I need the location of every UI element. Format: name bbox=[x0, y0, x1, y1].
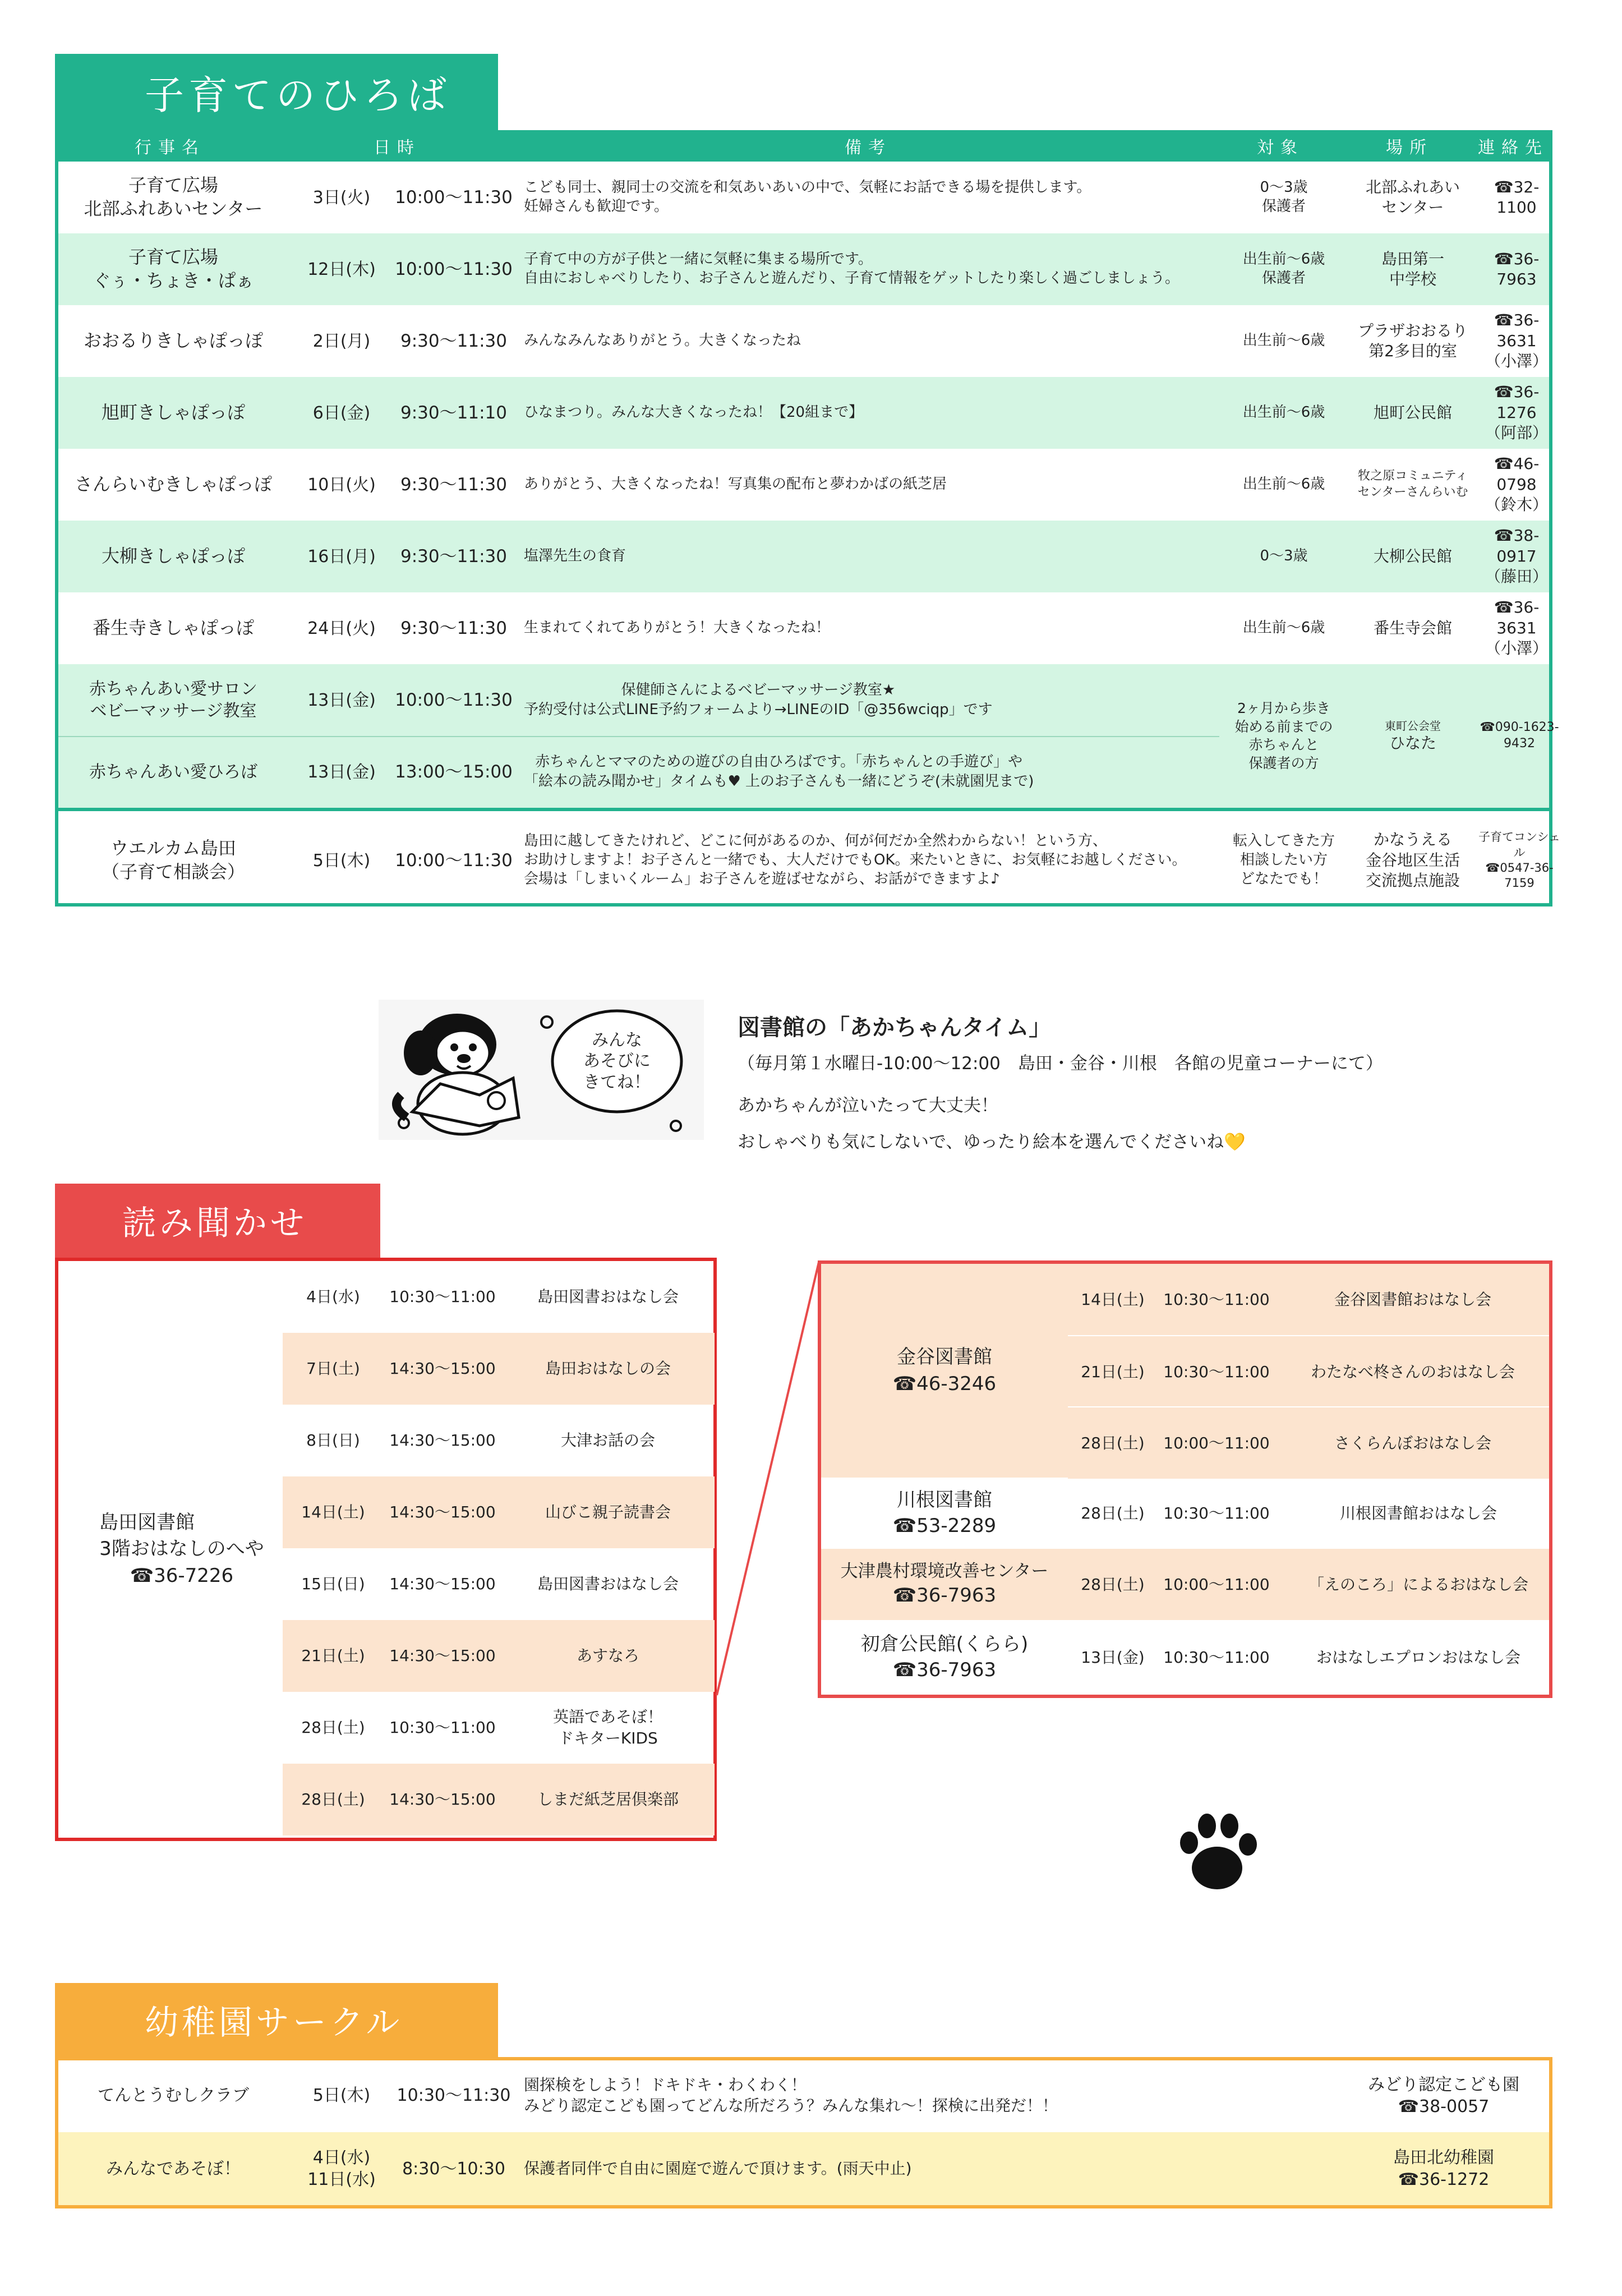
event-time: 10:00～11:30 bbox=[395, 850, 513, 871]
dog-reading-illustration bbox=[379, 1000, 704, 1140]
event-target: 出生前～6歳 bbox=[1242, 404, 1325, 421]
library-name: 大津農村環境改善センター bbox=[840, 1561, 1049, 1581]
event: さくらんぼおはなし会 bbox=[1334, 1433, 1491, 1452]
header-date: 日時 bbox=[374, 138, 421, 158]
time: 14:30～15:00 bbox=[389, 1431, 496, 1450]
event: あすなろ bbox=[576, 1646, 639, 1665]
event: 英語であそぼ！ ドキターKIDS bbox=[552, 1708, 663, 1747]
event-target: 出生前～6歳 bbox=[1242, 619, 1325, 637]
day: 8日(日) bbox=[306, 1431, 360, 1450]
event-name: 赤ちゃんあい愛サロン ベビーマッサージ教室 bbox=[89, 679, 257, 721]
event-contact: ☎36-3631 （小澤） bbox=[1485, 311, 1548, 371]
table-row bbox=[58, 305, 1549, 377]
event-day: 24日(火) bbox=[307, 618, 376, 638]
day: 15日(日) bbox=[301, 1575, 365, 1594]
event-target: 出生前～6歳 bbox=[1242, 476, 1325, 493]
time: 10:30～11:00 bbox=[1163, 1503, 1270, 1522]
table-row bbox=[821, 1549, 1549, 1620]
event-day: 6日(金) bbox=[312, 403, 371, 423]
event-time: 10:00～11:30 bbox=[395, 187, 513, 208]
place-sub: 東町公会堂 bbox=[1385, 719, 1441, 733]
place-main: ひなた bbox=[1389, 733, 1436, 752]
day: 28日(土) bbox=[301, 1790, 365, 1809]
table-row bbox=[58, 233, 1549, 305]
day: 13日(金) bbox=[1081, 1648, 1145, 1667]
event: 島田図書おはなし会 bbox=[537, 1575, 679, 1594]
time: 10:30～11:00 bbox=[389, 1718, 496, 1737]
day: 7日(土) bbox=[306, 1359, 360, 1378]
event-time: 10:00～11:30 bbox=[395, 259, 513, 279]
event-day: 4日(水) 11日(水) bbox=[307, 2148, 376, 2189]
event-contact: ☎36-3631 （小澤） bbox=[1485, 598, 1548, 658]
table-row bbox=[283, 1476, 715, 1548]
time: 14:30～15:00 bbox=[389, 1646, 496, 1665]
library-tel: ☎53-2289 bbox=[892, 1514, 997, 1537]
library-tel: ☎36-7963 bbox=[892, 1658, 997, 1681]
event-time: 9:30～11:10 bbox=[400, 402, 507, 423]
library-tel: ☎36-7963 bbox=[892, 1584, 997, 1607]
section-title-yomikikase: 読み聞かせ bbox=[55, 1184, 380, 1258]
table-row bbox=[283, 1620, 715, 1692]
table-header bbox=[55, 130, 1552, 162]
paw-print-icon bbox=[1167, 1801, 1268, 1902]
event-contact: ☎46-0798 （鈴木） bbox=[1485, 454, 1548, 514]
library-cell bbox=[821, 1478, 1068, 1549]
library-name: 金谷図書館 bbox=[897, 1345, 992, 1368]
event-place: プラザおおるり 第2多目的室 bbox=[1357, 321, 1468, 360]
event-place: 旭町公民館 bbox=[1373, 403, 1452, 422]
time: 10:00～11:00 bbox=[1163, 1433, 1270, 1452]
event-day: 5日(木) bbox=[312, 2086, 371, 2105]
event-name: 赤ちゃんあい愛ひろば bbox=[89, 762, 257, 782]
event-day: 10日(火) bbox=[307, 475, 376, 495]
time: 10:30～11:00 bbox=[1163, 1290, 1270, 1309]
day: 14日(土) bbox=[301, 1503, 365, 1522]
event-note: 塩澤先生の食育 bbox=[524, 547, 626, 565]
event: わたなべ柊さんのおはなし会 bbox=[1310, 1362, 1515, 1381]
day: 14日(土) bbox=[1081, 1290, 1145, 1309]
event-contact: ☎36-1276 （阿部） bbox=[1485, 383, 1548, 443]
event: 大津お話の会 bbox=[560, 1431, 655, 1450]
event-place: みどり認定こども園 ☎38-0057 bbox=[1368, 2074, 1519, 2116]
event-name: 大柳きしゃぽっぽ bbox=[101, 545, 245, 567]
day: 28日(土) bbox=[1081, 1575, 1145, 1594]
event-name: おおるりきしゃぽっぽ bbox=[83, 330, 263, 352]
event: 島田図書おはなし会 bbox=[537, 1287, 679, 1306]
time: 14:30～15:00 bbox=[389, 1575, 496, 1594]
event-day: 16日(月) bbox=[307, 546, 376, 567]
library-name: 川根図書館 bbox=[897, 1488, 992, 1511]
library-name: 初倉公民館(くらら) bbox=[860, 1632, 1029, 1655]
table-row bbox=[1068, 1406, 1549, 1479]
event-day: 13日(金) bbox=[307, 690, 376, 710]
day: 28日(土) bbox=[1081, 1433, 1145, 1452]
event-target: 2ヶ月から歩き 始める前までの 赤ちゃんと 保護者の方 bbox=[1234, 700, 1333, 771]
table-row bbox=[58, 2132, 1549, 2205]
event-note: ひなまつり。みんな大きくなったね！【20組まで】 bbox=[524, 404, 864, 421]
event-contact: ☎090-1623-9432 bbox=[1480, 720, 1559, 751]
event-note: 島田に越してきたけれど、どこに何があるのか、何が何だか全然わからない！という方、 お助けしますよ！お子さんと一緒でも、大人だけでもOK。来たいときに、お気軽にお越しください。 会場は「しまいくルーム」お子さんを遊ばせながら、お話ができますよ♪ bbox=[524, 832, 1187, 887]
youchien-table bbox=[55, 2057, 1552, 2208]
event: 山びこ親子読書会 bbox=[545, 1503, 671, 1522]
table-row bbox=[283, 1405, 715, 1476]
event-place bbox=[1348, 664, 1477, 808]
event-place: 北部ふれあい センター bbox=[1365, 177, 1460, 217]
table-row-welcome bbox=[58, 808, 1561, 910]
event-target: 0～3歳 保護者 bbox=[1260, 179, 1308, 215]
event-day: 2日(月) bbox=[312, 331, 371, 351]
time: 14:30～15:00 bbox=[389, 1503, 496, 1522]
event-target: 0～3歳 bbox=[1260, 547, 1308, 565]
event-name: みんなであそぼ！ bbox=[106, 2159, 241, 2179]
event-day: 3日(火) bbox=[312, 187, 371, 208]
kosodate-table bbox=[55, 162, 1561, 907]
event-time: 8:30～10:30 bbox=[402, 2159, 505, 2179]
event: おはなしエプロンおはなし会 bbox=[1316, 1648, 1520, 1667]
event-time: 13:00～15:00 bbox=[395, 761, 513, 782]
event-place: 番生寺会館 bbox=[1373, 618, 1452, 637]
event-note: ありがとう、大きくなったね！写真集の配布と夢わかばの紙芝居 bbox=[524, 476, 947, 493]
event-note: 赤ちゃんとママのための遊びの自由ひろばです。「赤ちゃんとの手遊び」や 「絵本の読み聞かせ」タイムも♥ 上のお子さんも一緒にどうぞ(未就園児まで) bbox=[524, 753, 1034, 790]
akachan-row-hiroba bbox=[58, 736, 1219, 808]
table-row bbox=[1068, 1264, 1549, 1335]
event-day: 12日(木) bbox=[307, 259, 376, 279]
table-row bbox=[58, 377, 1549, 449]
table-row bbox=[1068, 1335, 1549, 1407]
table-row bbox=[283, 1548, 715, 1620]
table-row bbox=[283, 1764, 715, 1835]
event-place: 牧之原コミュニティ センターさんらいむ bbox=[1357, 469, 1468, 499]
event: しまだ紙芝居倶楽部 bbox=[537, 1790, 679, 1809]
akachan-block bbox=[58, 664, 1559, 808]
library-tel: ☎36-7226 bbox=[130, 1564, 234, 1587]
event-place: 大柳公民館 bbox=[1373, 546, 1452, 565]
event-note: 生まれてくれてありがとう！大きくなったね！ bbox=[524, 619, 831, 637]
library-cell bbox=[821, 1620, 1068, 1695]
table-row bbox=[58, 2060, 1549, 2131]
event-name: 番生寺きしゃぽっぽ bbox=[92, 617, 254, 639]
table-row bbox=[283, 1692, 715, 1764]
header-name: 行事名 bbox=[135, 138, 205, 158]
event-day: 13日(金) bbox=[307, 762, 376, 782]
table-row bbox=[821, 1478, 1549, 1549]
event-contact: ☎36-7963 bbox=[1494, 249, 1540, 288]
event: 川根図書館おはなし会 bbox=[1339, 1503, 1497, 1522]
table-row bbox=[283, 1261, 715, 1333]
time: 10:00～11:00 bbox=[1163, 1575, 1270, 1594]
day: 4日(水) bbox=[306, 1287, 360, 1306]
kanaya-library-cell bbox=[821, 1264, 1068, 1478]
event-target: 出生前～6歳 保護者 bbox=[1242, 251, 1325, 287]
header-note: 備考 bbox=[845, 138, 892, 158]
table-row bbox=[58, 449, 1549, 521]
event-contact: ☎38-0917 （藤田） bbox=[1485, 526, 1548, 586]
event-contact: ☎32-1100 bbox=[1494, 177, 1540, 217]
event-name: 子育て広場 ぐぅ・ちょき・ぱぁ bbox=[93, 246, 254, 291]
event-note: こども同士、親同士の交流を和気あいあいの中で、気軽にお話できる場を提供します。 妊婦さんも歓迎です。 bbox=[524, 179, 1091, 215]
table-row bbox=[58, 162, 1549, 233]
event-name: 旭町きしゃぽっぽ bbox=[101, 402, 245, 424]
header-contact: 連絡先 bbox=[1478, 138, 1549, 158]
section-title-youchien: 幼稚園サークル bbox=[55, 1983, 498, 2057]
library-line-3: おしゃべりも気にしないで、ゆったり絵本を選んでくださいね💛 bbox=[738, 1132, 1246, 1152]
event-name: ウエルカム島田 （子育て相談会） bbox=[101, 838, 245, 882]
event-time: 10:00～11:30 bbox=[395, 689, 513, 710]
library-line-1: （毎月第１水曜日-10:00～12:00 島田・金谷・川根 各館の児童コーナーにて） bbox=[738, 1053, 1383, 1074]
event-target: 出生前～6歳 bbox=[1242, 332, 1325, 349]
time: 14:30～15:00 bbox=[389, 1359, 496, 1378]
event-time: 9:30～11:30 bbox=[400, 330, 507, 351]
event-target: 転入してきた方 相談したい方 どなたでも！ bbox=[1232, 832, 1335, 887]
library-name: 島田図書館 3階おはなしのへや bbox=[99, 1511, 264, 1561]
event-time: 9:30～11:30 bbox=[400, 546, 507, 567]
day: 21日(土) bbox=[301, 1646, 365, 1665]
shimada-library-table bbox=[55, 1258, 717, 1841]
time: 10:30～11:00 bbox=[389, 1287, 496, 1306]
library-cell bbox=[821, 1549, 1068, 1620]
day: 28日(土) bbox=[301, 1718, 365, 1737]
event-contact: 子育てコンシェル ☎0547-36-7159 bbox=[1478, 830, 1561, 890]
table-row bbox=[283, 1333, 715, 1405]
event-time: 9:30～11:30 bbox=[400, 618, 507, 638]
table-row bbox=[58, 521, 1549, 592]
event-note: みんなみんなありがとう。大きくなったね bbox=[524, 332, 801, 349]
shimada-library-cell bbox=[58, 1261, 305, 1838]
event: 「えのころ」によるおはなし会 bbox=[1308, 1575, 1528, 1594]
event: 島田おはなしの会 bbox=[545, 1359, 671, 1378]
header-place: 場所 bbox=[1386, 138, 1433, 158]
table-row bbox=[58, 592, 1549, 664]
section-title-kosodate: 子育てのひろば bbox=[55, 54, 498, 130]
akachan-row-salon bbox=[58, 664, 1219, 737]
event-time: 9:30～11:30 bbox=[400, 474, 507, 495]
event-note: 保健師さんによるベビーマッサージ教室★ 予約受付は公式LINE予約フォームより→LINEのID「@356wciqp」です bbox=[524, 681, 993, 718]
event-name: 子育て広場 北部ふれあいセンター bbox=[84, 174, 263, 219]
connector-lines bbox=[712, 1257, 824, 1705]
speech-bubble-text: みんな あそびに きてね！ bbox=[583, 1030, 651, 1092]
event-time: 10:30～11:30 bbox=[397, 2086, 511, 2105]
event-name: てんとうむしクラブ bbox=[98, 2086, 249, 2105]
event-note: 子育て中の方が子供と一緒に気軽に集まる場所です。 自由におしゃべりしたり、お子さんと遊んだり、子育て情報をゲットしたり楽しく過ごしましょう。 bbox=[524, 251, 1179, 287]
time: 14:30～15:00 bbox=[389, 1790, 496, 1809]
header-target: 対象 bbox=[1257, 138, 1304, 158]
time: 10:30～11:00 bbox=[1163, 1648, 1270, 1667]
table-row bbox=[821, 1620, 1549, 1695]
day: 28日(土) bbox=[1081, 1503, 1145, 1522]
event-place: 島田北幼稚園 ☎36-1272 bbox=[1393, 2148, 1494, 2189]
event-note: 保護者同伴で自由に園庭で遊んで頂けます。(雨天中止) bbox=[524, 2159, 912, 2178]
event-note: 園探検をしよう！ドキドキ・わくわく！ みどり認定こども園ってどんな所だろう？みんな集れ～！探検に出発だ！！ bbox=[524, 2076, 1058, 2115]
event-name: さんらいむきしゃぽっぽ bbox=[74, 473, 272, 495]
library-title: 図書館の「あかちゃんタイム」 bbox=[738, 1015, 1052, 1041]
day: 21日(土) bbox=[1081, 1362, 1145, 1381]
event-place: 島田第一 中学校 bbox=[1381, 249, 1444, 288]
library-line-2: あかちゃんが泣いたって大丈夫！ bbox=[738, 1096, 998, 1116]
event-place: かなうえる 金谷地区生活 交流拠点施設 bbox=[1365, 830, 1460, 890]
event: 金谷図書館おはなし会 bbox=[1334, 1290, 1491, 1309]
library-tel: ☎46-3246 bbox=[892, 1372, 997, 1395]
other-libraries-table bbox=[818, 1260, 1552, 1698]
time: 10:30～11:00 bbox=[1163, 1362, 1270, 1381]
event-day: 5日(木) bbox=[312, 850, 371, 871]
